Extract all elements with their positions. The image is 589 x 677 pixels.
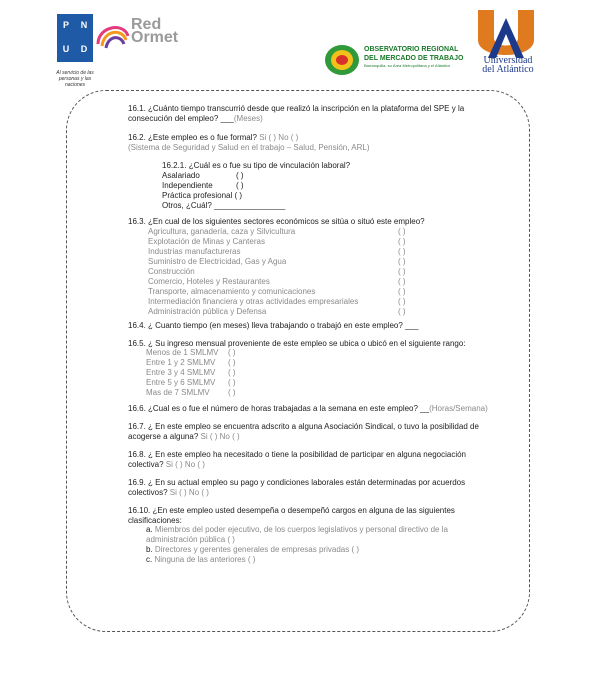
q16-10-option-c (146, 555, 255, 565)
observatorio-line2: DEL MERCADO DE TRABAJO (364, 55, 464, 62)
q16-3-option: Comercio, Hoteles y Restaurantes (148, 277, 270, 286)
q16-1-unit: (Meses) (233, 114, 263, 123)
q16-3-title: 16.3. ¿En cual de los siguientes sectores económicos se sitúa o situó este empleo? (128, 217, 425, 226)
q16-7-question-end: acogerse a alguna? (128, 432, 199, 441)
q16-10-line1: 16.10. ¿En este empleo usted desempeña o desempeñó cargos en alguna de las siguientes (128, 506, 455, 515)
q16-7-line2 (128, 432, 240, 442)
undp-letter: P (62, 20, 69, 30)
observatorio-line1: OBSERVATORIO REGIONAL (364, 46, 459, 53)
observatorio-subtitle: Barranquilla, su Área Metropolitana y el Atlántico (364, 63, 451, 68)
observatorio-title (364, 45, 463, 63)
undp-caption: Al servicio de las personas y las naciones (56, 70, 94, 88)
option-letter: c. (146, 555, 153, 564)
q16-9-question-end: colectivos? (128, 488, 168, 497)
q16-1-line2 (128, 114, 263, 124)
q16-3-checkbox[interactable]: ( ) (398, 257, 406, 266)
q16-3-option: Industrias manufactureras (148, 247, 241, 256)
q16-5-title: 16.5. ¿ Su ingreso mensual proveniente de este empleo se ubica o ubicó en el siguiente rango: (128, 339, 466, 348)
q16-2-1-title: 16.2.1. ¿Cuál es o fue su tipo de vinculación laboral? (162, 161, 351, 170)
q16-3-option: Agricultura, ganadería, caza y Silvicultura (148, 227, 296, 236)
q16-9-line2 (128, 488, 209, 498)
undp-letter: N (80, 20, 88, 30)
q16-3-checkbox[interactable]: ( ) (398, 277, 406, 286)
q16-3-option: Transporte, almacenamiento y comunicaciones (148, 287, 316, 296)
q16-5-option: Entre 3 y 4 SMLMV (146, 368, 216, 377)
q16-3-option: Administración pública y Defensa (148, 307, 267, 316)
q16-2-line1 (128, 133, 298, 143)
q16-5-option: Entre 1 y 2 SMLMV (146, 358, 216, 367)
q16-5-checkbox[interactable]: ( ) (228, 378, 236, 387)
ua-line1: Universidad (483, 55, 533, 66)
q16-6 (128, 404, 488, 414)
q16-2-line2: (Sistema de Seguridad y Salud en el trabajo – Salud, Pensión, ARL) (128, 143, 370, 152)
q16-6-question: 16.6. ¿Cual es o fue el número de horas trabajadas a la semana en este empleo? __ (128, 404, 430, 413)
q16-8-options: Si ( ) No ( ) (163, 460, 205, 469)
q16-8-line1: 16.8. ¿ En este empleo ha necesitado o tiene la posibilidad de participar en alguna negociación (128, 450, 467, 459)
q16-10-line2: clasificaciones: (128, 516, 182, 525)
q16-1-line1: 16.1. ¿Cuánto tiempo transcurrió desde que realizó la inscripción en la plataforma del SPE y la (128, 104, 465, 113)
q16-8-question-end: colectiva? (128, 460, 164, 469)
q16-3-checkbox[interactable]: ( ) (398, 297, 406, 306)
q16-3-checkbox[interactable]: ( ) (398, 287, 406, 296)
q16-2-1-option: Otros, ¿Cuál? ________________ (162, 201, 286, 210)
q16-2-1-checkbox[interactable]: ( ) (236, 181, 244, 190)
q16-3-option: Intermediación financiera y otras actividades empresariales (148, 297, 359, 306)
q16-2-1-option: Práctica profesional ( ) (162, 191, 243, 200)
q16-3-option: Suministro de Electricidad, Gas y Agua (148, 257, 287, 266)
universidad-atlantico-wordmark (478, 56, 538, 74)
q16-5-checkbox[interactable]: ( ) (228, 348, 236, 357)
red-ormet-line2: Ormet (131, 29, 179, 46)
q16-5-option: Entre 5 y 6 SMLMV (146, 378, 216, 387)
q16-10-option-a-cont: administración pública ( ) (146, 535, 235, 544)
red-ormet-line1: Red (131, 16, 162, 33)
q16-5-checkbox[interactable]: ( ) (228, 388, 236, 397)
option-letter: b. (146, 545, 153, 554)
q16-3-checkbox[interactable]: ( ) (398, 237, 406, 246)
q16-5-option: Menos de 1 SMLMV (146, 348, 219, 357)
undp-letter: D (80, 44, 88, 54)
q16-1-question-end: consecución del empleo? ___ (128, 114, 234, 123)
q16-3-checkbox[interactable]: ( ) (398, 267, 406, 276)
q16-5-option: Mas de 7 SMLMV (146, 388, 210, 397)
observatorio-logo-icon (324, 44, 360, 76)
q16-10-option-a (146, 525, 448, 535)
q16-9-line1: 16.9. ¿ En su actual empleo su pago y condiciones laborales están determinadas por acuerdos (128, 478, 466, 487)
q16-10-option-b (146, 545, 359, 555)
option-text: Ninguna de las anteriores ( ) (152, 555, 256, 564)
undp-logo (57, 14, 93, 62)
q16-7-line1: 16.7. ¿ En este empleo se encuentra adscrito a alguna Asociación Sindical, o tuvo la posibilidad de (128, 422, 479, 431)
q16-2-question: 16.2. ¿Este empleo es o fue formal? (128, 133, 257, 142)
q16-2-options: Si ( ) No ( ) (256, 133, 299, 142)
red-ormet-wordmark (131, 18, 178, 44)
q16-7-options: Si ( ) No ( ) (198, 432, 240, 441)
option-text: Miembros del poder ejecutivo, de los cuerpos legislativos y personal directivo de la (152, 525, 448, 534)
ua-line2: del Atlántico (482, 64, 534, 75)
q16-5-checkbox[interactable]: ( ) (228, 368, 236, 377)
q16-4: 16.4. ¿ Cuanto tiempo (en meses) lleva trabajando o trabajó en este empleo? ___ (128, 321, 419, 330)
q16-3-option: Construcción (148, 267, 195, 276)
option-text: Directores y gerentes generales de empresas privadas ( ) (152, 545, 359, 554)
q16-2-1-checkbox[interactable]: ( ) (236, 171, 244, 180)
q16-6-unit: (Horas/Semana) (429, 404, 488, 413)
q16-5-checkbox[interactable]: ( ) (228, 358, 236, 367)
q16-3-checkbox[interactable]: ( ) (398, 247, 406, 256)
q16-3-option: Explotación de Minas y Canteras (148, 237, 265, 246)
q16-8-line2 (128, 460, 205, 470)
q16-3-checkbox[interactable]: ( ) (398, 227, 406, 236)
undp-letter: U (62, 44, 70, 54)
q16-3-checkbox[interactable]: ( ) (398, 307, 406, 316)
q16-9-options: Si ( ) No ( ) (167, 488, 209, 497)
q16-2-1-option: Asalariado (162, 171, 200, 180)
q16-2-1-option: Independiente (162, 181, 213, 190)
option-letter: a. (146, 525, 153, 534)
